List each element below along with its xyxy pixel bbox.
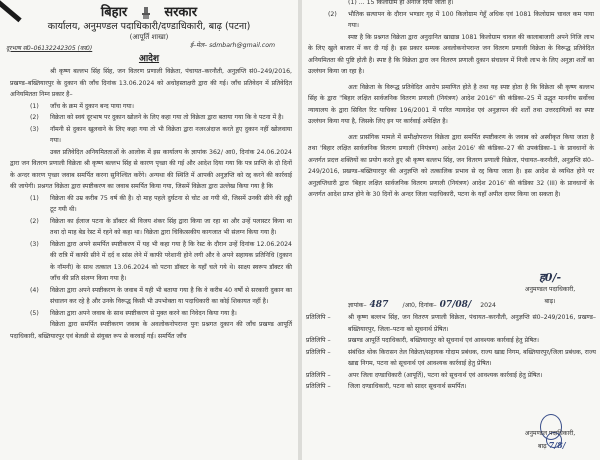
finding-item: (3) नॉमनी से दुकान खुलवाने के लिए कहा गया तो भी विक्रेता द्वारा नजरअंदाज करते हुए दुकान नहीं खोलवाया गया।: [30, 125, 292, 144]
intro-paragraph: श्री कृष्ण बल्लभ सिंह सिंह, जन वितरण प्रणाली विक्रेता, पंचायत–करनौती, अनुज्ञप्ति सं0–249/2016, प्रखण्ड–बख्तियारपुर के दुकान की जाँच दिनांक 13.06.2024 को अधोहस्ताक्षरी द्वारा की गई। जाँच प्रतिवेदन में प्रतिवेदित अनियमितता निम्न प्रकार है–: [10, 68, 292, 98]
show-cause-paragraph: उक्त प्रतिवेदित अनियमितताओं के आलोक में इस कार्यालय के ज्ञापांक 362/ आ0, दिनांक 24.06.2024 द्वारा जन वितरण प्रणाली विक्रेता श्री कृष्ण बल्लभ सिंह से कारण पृच्छा की गई और आदेश दिया गया कि पत्र प्राप्ति के दो दिनों के अन्दर कारण पृच्छा जवाब समर्पित करना सुनिश्चित करेंगे। अन्यथा की स्थिति में आपकी अनुज्ञप्ति को रद्द करने की कार्रवाई की जायेगी। प्रश्नगत विक्रेता द्वारा स्पष्टीकरण का जवाब समर्पित किया गया, जिसमें विक्रेता द्वारा उल्लेख किया गया है कि: [10, 148, 292, 190]
office-name: कार्यालय, अनुमण्डल पदाधिकारी/दण्डाधिकारी, बाढ़ (पटना): [47, 21, 251, 32]
govt-title-left: बिहार: [100, 5, 128, 20]
branch-name: (आपूर्ति शाखा): [129, 33, 169, 41]
signature-date: 7/8/: [548, 440, 566, 450]
violation-paragraph: अतः विक्रेता के विरूद्ध प्रतिवेदित आरोप प्रमाणित होते है तथा यह स्पष्ट होता है कि विक्रेता श्री कृष्ण बल्लभ सिंह के द्वारा "बिहार लक्षित सार्वजनिक वितरण प्रणाली (नियंत्रण) आदेश 2016" की कंडिका–25 में उद्धृत माननीय सर्वोच्च न्यायालय के द्वारा सिविल रिट याचिका 196/2001 में पारित न्यायादेश एवं अनुज्ञापन की शर्तों तथा उत्तरदायित्वों का स्पष्ट उल्लंघन किया गया है, जिसके लिए इन पर कार्रवाई अपेक्षित है।: [308, 83, 594, 125]
memo-date: 07/08/: [439, 300, 472, 310]
phone-number: दूरभाष सं0–06132242305 (का0): [6, 45, 93, 52]
reply-point: (1) विक्रेता की उम्र करीब 75 वर्ष की है। दो माह पहले दुर्घटना से चोट आ गयी थी, जिसमें उनकी सीने की हड्डी टूट गयी थी।: [30, 194, 292, 213]
reply-points-list: [10, 193, 292, 320]
copy-entry: प्रतिलिपि – अपर जिला दण्डाधिकारी (आपूर्ति), पटना को सूचनार्थ एवं आवश्यक कार्रवाई हेतु प्रेषित।: [306, 371, 543, 379]
order-page-1: [0, 0, 298, 460]
finding-item: (2) विक्रेता को स्वयं दूरभाष पर दुकान खोलने के लिए कहा गया तो विक्रेता द्वारा बताया गया कि वे पटना में है।: [30, 114, 284, 121]
signatory-place: बाढ़।: [544, 297, 556, 305]
right-body: [308, 0, 594, 201]
left-body: [10, 66, 292, 342]
joint-inspection-paragraph: विक्रेता द्वारा समर्पित स्पष्टीकरण जवाब के अवलोकनोपरान्त पुनः प्रश्नगत दुकान की जाँच प्रखण्ड आपूर्ति पदाधिकारी, बख्तियारपुर एवं बेलछी से संयुक्त रूप से करवाई गई। समर्पित जाँच: [10, 321, 292, 340]
memo-label: ज्ञापांक–: [348, 302, 367, 309]
memo-date-label: /आ0, दिनांक–: [402, 302, 437, 309]
memo-year: 2024: [480, 302, 496, 309]
signatory-designation: अनुमण्डल पदाधिकारी,: [524, 286, 576, 293]
signatory-designation: अनुमण्डल पदाधिकारी,: [524, 430, 576, 437]
reply-point: (5) विक्रेता द्वारा अपने जवाब के साथ स्पष्टीकरण से मुक्त करने का निवेदन किया गया है।: [30, 309, 237, 317]
govt-title: [0, 2, 298, 20]
copy-entry: प्रतिलिपि – जिला दण्डाधिकारी, पटना को सादर सूचनार्थ समर्पित।: [306, 383, 467, 390]
order-paragraph: अतः प्रासंगिक मामले में समीक्षोपरान्त विक्रेता द्वारा समर्पित स्पष्टीकरण के जवाब को अस्वीकृत किया जाता है तथा 'बिहार लक्षित सार्वजनिक वितरण प्रणाली (नियंत्रण) आदेश 2016' की कंडिका–27 की उपकंडिका–1 के प्रावधानों के अन्तर्गत प्रदत्त शक्तियों का प्रयोग करते हुए श्री कृष्ण बल्लभ सिंह, जन वितरण प्रणाली विक्रेता, पंचायत–करनौती, अनुज्ञप्ति सं0–249/2016, प्रखण्ड–बख्तियारपुर की अनुज्ञप्ति को तत्कालिक प्रभाव से रद्द किया जाता है। इस आदेश से व्यथित होने पर अनुज्ञप्तिधारी द्वारा 'बिहार लक्षित सार्वजनिक वितरण प्रणाली (नियंत्रण) आदेश 2016' की कंडिका 32 (III) के प्रावधानों के अन्तर्गत आदेश प्राप्त होने के 30 दिनों के अन्दर जिला पदाधिकारी, पटना के यहाँ अपील दायर किया जा सकता है।: [308, 133, 594, 198]
copy-entry: प्रतिलिपि – प्रखण्ड आपूर्ति पदाधिकारी, बख्तियारपुर को सूचनार्थ एवं आवश्यक कार्रवाई हेतु प्रेषित।: [306, 337, 540, 344]
order-title: आदेश: [138, 54, 160, 64]
copy-list: [306, 312, 596, 393]
continued-item: (1) ... 15 किलोग्राम ही अनाज दिया जाता है।: [348, 0, 454, 6]
govt-title-right: सरकार: [164, 5, 198, 20]
signature-block-2: [502, 418, 598, 460]
state-emblem-icon: [140, 6, 152, 20]
signatory-place: बाढ़: [538, 443, 547, 450]
signed-mark: ह0/-: [538, 271, 562, 284]
copy-entry: प्रतिलिपि – संबंधित थोक किरासन तेल विक्रेता/सहायक गोदाम प्रबंधक, राज्य खाद्य निगम, बख्तियारपुर/जिला प्रबंधक, राज्य खाद्य निगम, पटना को सूचनार्थ एवं आवश्यक कार्रवाई हेतु प्रेषित।: [306, 348, 596, 367]
memo-number: 487: [369, 300, 389, 310]
reply-point: (3) विक्रेता द्वारा अपने समर्पित स्पष्टीकरण में यह भी कहा गया है कि रेस्ट के दौरान उन्हें दिनांक 12.06.2024 की रात्रि में काफी सीने में दर्द व सांस लेने में काफी परेशानी होने लगी और वे अपने सहायक प्रतिनिधि (दुकान के नॉमनी) के साथ तत्काल 13.06.2024 को पटना डॉक्टर के यहाँ चले गये थे। साक्ष्य स्वरूप डॉक्टर की जाँच की प्रति संलग्न किया गया है।: [30, 240, 292, 282]
finding-item: (1) जाँच के क्रम में दुकान बन्द पाया गया।: [30, 102, 134, 110]
findings-list: [10, 101, 292, 147]
reply-point: (2) विक्रेता का ईलाज पटना के डॉक्टर श्री विजय शंकर सिंह द्वारा किया जा रहा था और उन्हें पलास्टर किया था तथा दो माह बेड रेस्ट में रहने को कहा था। विक्रेता द्वारा चिकित्सकीय कागजात भी संलग्न किया गया है।: [30, 217, 292, 236]
conclusion-paragraph: स्पष्ट है कि प्रश्नगत विक्रेता द्वारा अनुदानित खाद्यान्न 1081 किलोग्राम चावल की कालाबाजारी अपने निजि लाभ के लिए खुले बाजार में कर दी गई है। इस प्रकार सम्यक अवलोकनोपरान्त जन वितरण प्रणाली विक्रेता के विरूद्ध प्रतिवेदित अनियमितता की पुष्टि होती है। स्पष्ट है कि विक्रेता द्वारा जन वितरण प्रणाली दुकान संचालन में निजी लाभ के लिए अनुज्ञा शर्तों का उल्लंघन किया जा रहा है।: [308, 33, 594, 75]
copy-entry: प्रतिलिपि – श्री कृष्ण बल्लभ सिंह, जन वितरण प्रणाली विक्रेता, पंचायत–करनौती, अनुज्ञप्ति सं0–249/2016, प्रखण्ड–बख्तियारपुर, जिला–पटना को सूचनार्थ प्रेषित।: [306, 314, 596, 333]
memo-line: [348, 300, 598, 312]
email-address: ई–मेल– sdmbarh@gmail.com: [190, 42, 276, 49]
order-page-2: [302, 0, 600, 460]
reply-point: (4) विक्रेता द्वारा अपने स्पष्टीकरण के जवाब में यही भी बताया गया है कि वे करीब 40 वर्षों से सरकारी दुकान का संचालन कर रहे है और उनके विरूद्ध किसी भी उपभोक्ता या पदाधिकारी का कोई शिकायत नहीं है।: [30, 286, 292, 305]
verification-item: (2) भौतिक सत्यापन के दौरान भण्डार गृह में 100 किलोग्राम गेहूँ अधिक एवं 1081 किलोग्राम चावल कम पाया गया।: [328, 10, 594, 29]
